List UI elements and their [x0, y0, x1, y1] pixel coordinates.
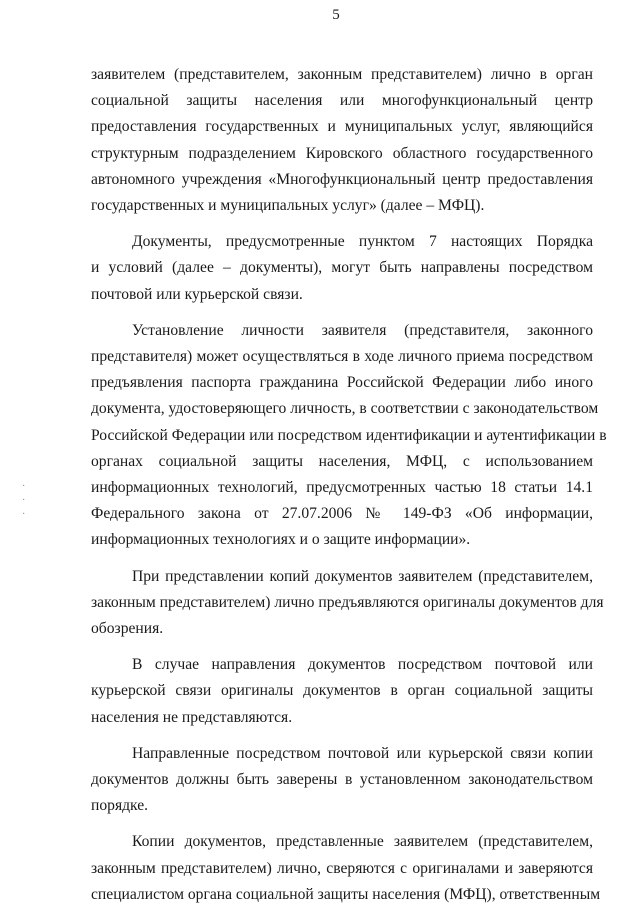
text-line: заявителем (представителем, законным представителем) лично в орган [91, 66, 593, 83]
paragraph [91, 652, 593, 731]
text-line: законным представителем) лично, сверяются с оригиналами и заверяются [91, 859, 593, 877]
text-line: предъявления паспорта гражданина Российской Федерации либо иного [91, 374, 593, 392]
paragraph [91, 318, 607, 554]
text-line: законным представителем) лично предъявляются оригиналы документов для [91, 593, 604, 611]
document-body [91, 62, 607, 918]
text-line: информационных технологий, предусмотренных частью 18 статьи 14.1 [91, 479, 593, 497]
text-line: документов должны быть заверены в установленном законодательством [91, 771, 593, 789]
text-line: документа, удостоверяющего личность, в соответствии с законодательством [91, 400, 599, 418]
text-line: Копии документов, представленные заявителем (представителем, [132, 833, 593, 851]
text-line: органах социальной защиты населения, МФЦ, с использованием [91, 452, 593, 470]
text-line: обозрения. [91, 620, 164, 638]
text-line: представителя) может осуществляться в ходе личного приема посредством [91, 348, 593, 366]
text-line: государственных и муниципальных услуг» (далее – МФЦ). [91, 197, 485, 215]
text-line: курьерской связи оригиналы документов в орган социальной защиты [91, 682, 593, 700]
paragraph [91, 229, 593, 308]
text-line: При представлении копий документов заявителем (представителем, [132, 567, 593, 585]
scan-margin-marks [22, 480, 25, 522]
scan-mark: · [22, 495, 26, 506]
text-line: автономного учреждения «Многофункциональный центр предоставления [91, 170, 593, 188]
text-line: специалистом органа социальной защиты населения (МФЦ), ответственным [91, 885, 601, 903]
paragraph [91, 741, 593, 820]
scan-mark: · [22, 481, 26, 492]
text-line: населения не представляются. [91, 708, 293, 726]
text-line: В случае направления документов посредством почтовой или [132, 656, 593, 674]
text-line: Федерального закона от 27.07.2006 № 149-ФЗ «Об информации, [91, 505, 593, 523]
paragraph [91, 62, 593, 219]
text-line: Направленные посредством почтовой или курьерской связи копии [132, 744, 593, 762]
page-number: 5 [332, 7, 340, 23]
text-line: почтовой или курьерской связи. [91, 285, 303, 303]
text-line: структурным подразделением Кировского областного государственного [91, 144, 593, 162]
scan-mark: · [22, 509, 26, 520]
text-line: Установление личности заявителя (представителя, законного [132, 321, 593, 339]
text-line: предоставления государственных и муниципальных услуг, являющийся [91, 118, 593, 136]
paragraph [91, 829, 601, 908]
text-line: Российской Федерации или посредством идентификации и аутентификации в [91, 426, 607, 444]
text-line: социальной защиты населения или многофункциональный центр [91, 92, 593, 110]
text-line: Документы, предусмотренные пунктом 7 настоящих Порядка [132, 233, 593, 251]
paragraph [91, 564, 604, 643]
text-line: порядке. [91, 797, 149, 815]
text-line: и условий (далее – документы), могут быть направлены посредством [91, 259, 593, 277]
text-line: информационных технологиях и о защите информации». [91, 531, 471, 549]
